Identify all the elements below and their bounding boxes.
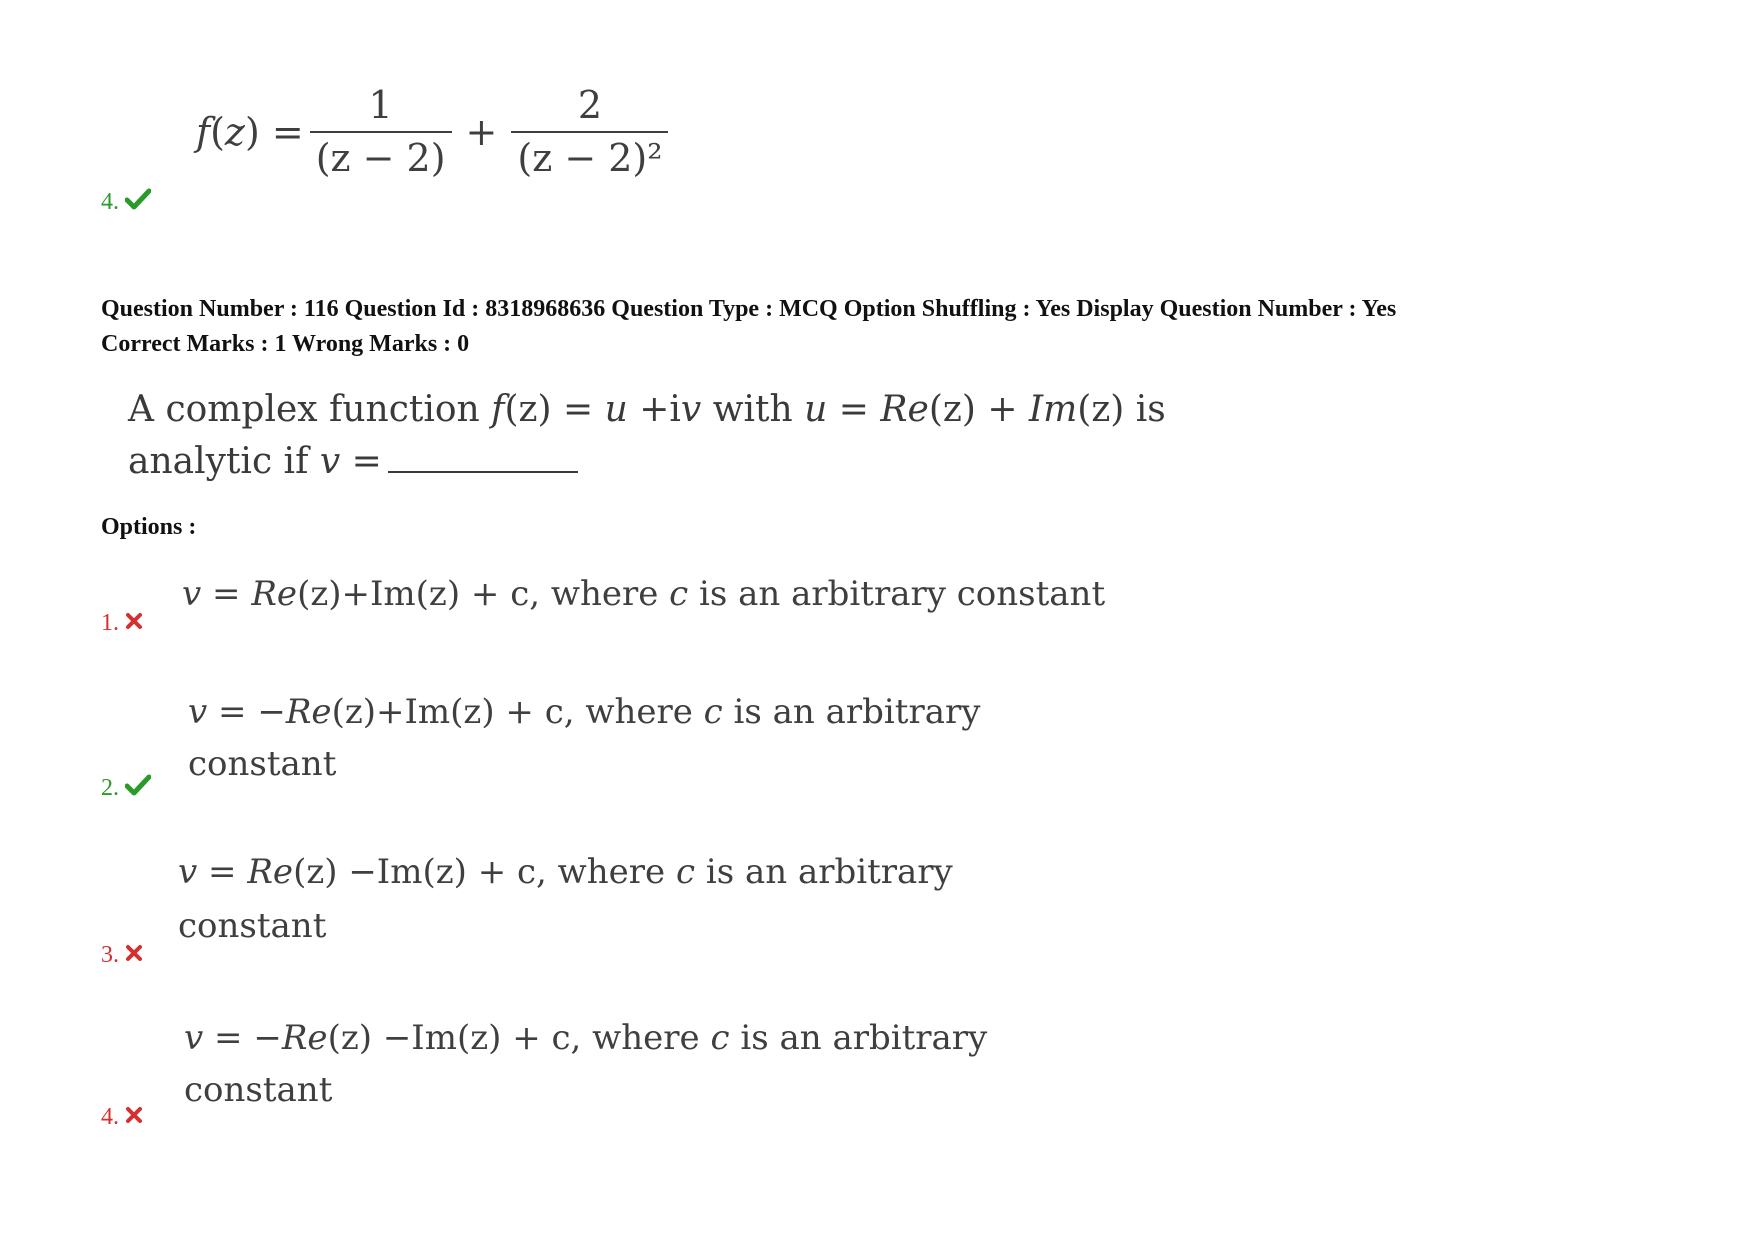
answer-blank [388, 437, 578, 473]
option-var: c [710, 1018, 730, 1058]
option-3-line-1 [178, 846, 953, 898]
option-text: (z) −Im(z) + c, where [327, 1018, 711, 1058]
option-2-number [101, 774, 151, 803]
question-meta-line-2: Correct Marks : 1 Wrong Marks : 0 [101, 331, 470, 357]
stem-text: = [340, 441, 382, 482]
option-var: v [178, 852, 198, 892]
question-stem-line-2 [128, 436, 578, 488]
option-number-label: 1. [101, 610, 119, 636]
option-text: is an arbitrary [722, 692, 981, 732]
option-var: v [184, 1018, 204, 1058]
option-4-line-2: constant [184, 1070, 333, 1110]
fraction-numerator: 1 [368, 83, 393, 127]
option-text: − [257, 692, 286, 732]
option-2-line-1 [188, 686, 980, 738]
stem-var: v [680, 389, 702, 430]
option-3-number [101, 942, 143, 969]
stem-var: Im [1028, 389, 1078, 430]
cross-icon [125, 1104, 143, 1131]
option-var: v [182, 574, 202, 614]
option-text: (z)+Im(z) + c, where [331, 692, 704, 732]
option-var: c [675, 852, 696, 892]
option-3-line-2: constant [178, 906, 327, 946]
fraction-term-1 [310, 85, 452, 179]
option-2-line-2: constant [188, 744, 337, 784]
stem-text: = [827, 389, 881, 430]
option-number-label: 3. [101, 942, 119, 968]
option-var: v [188, 692, 208, 732]
option-number-label: 4. [101, 189, 119, 215]
fraction-denominator: (z − 2)² [517, 136, 663, 180]
option-text: is an arbitrary [729, 1018, 988, 1058]
stem-text: with [701, 389, 805, 430]
plus-sign: + [465, 110, 498, 154]
option-var: Re [251, 574, 298, 614]
option-1-line-1 [182, 568, 1105, 620]
option-number-label: 4. [101, 1104, 119, 1130]
previous-option-formula [196, 82, 674, 182]
option-text: = [197, 852, 248, 892]
options-label: Options : [101, 514, 197, 540]
stem-var: Re [880, 389, 929, 430]
cross-icon [125, 942, 143, 969]
question-meta-line-1: Question Number : 116 Question Id : 8318968636 Question Type : MCQ Option Shuffling : Yes Display Question Number : Yes [101, 296, 1397, 322]
option-text: is an arbitrary [695, 852, 953, 892]
option-var: c [703, 692, 723, 732]
check-icon [125, 188, 151, 217]
fraction-numerator: 2 [577, 83, 603, 127]
stem-text: (z) is [1077, 389, 1166, 430]
stem-text: A complex function [128, 389, 492, 430]
option-1-number [101, 610, 143, 637]
option-number-label: 2. [101, 775, 119, 801]
option-var: Re [247, 852, 294, 892]
cross-icon [125, 610, 143, 637]
stem-text: analytic if [128, 441, 320, 482]
stem-var: f [491, 389, 505, 430]
question-stem-line-1 [128, 384, 1166, 436]
fraction-denominator: (z − 2) [315, 136, 446, 180]
option-var: Re [285, 692, 332, 732]
stem-text: +i [627, 389, 681, 430]
option-text: − [253, 1018, 282, 1058]
option-text: (z) −Im(z) + c, where [293, 852, 676, 892]
option-text: is an arbitrary constant [688, 574, 1106, 614]
stem-text: (z) + [928, 389, 1029, 430]
option-text: = [203, 1018, 254, 1058]
option-text: = [207, 692, 258, 732]
check-icon [125, 774, 151, 803]
option-text: (z)+Im(z) + c, where [297, 574, 670, 614]
option-4-line-1 [184, 1012, 987, 1064]
formula-lhs: f(z) = [196, 110, 304, 154]
stem-var: u [804, 389, 828, 430]
option-text: = [201, 574, 252, 614]
option-var: Re [281, 1018, 328, 1058]
previous-option-number [101, 188, 151, 217]
option-var: c [669, 574, 689, 614]
fraction-term-2 [511, 85, 668, 179]
option-4-number [101, 1104, 143, 1131]
stem-var: v [319, 441, 341, 482]
stem-text: (z) = [504, 389, 605, 430]
stem-var: u [604, 389, 628, 430]
